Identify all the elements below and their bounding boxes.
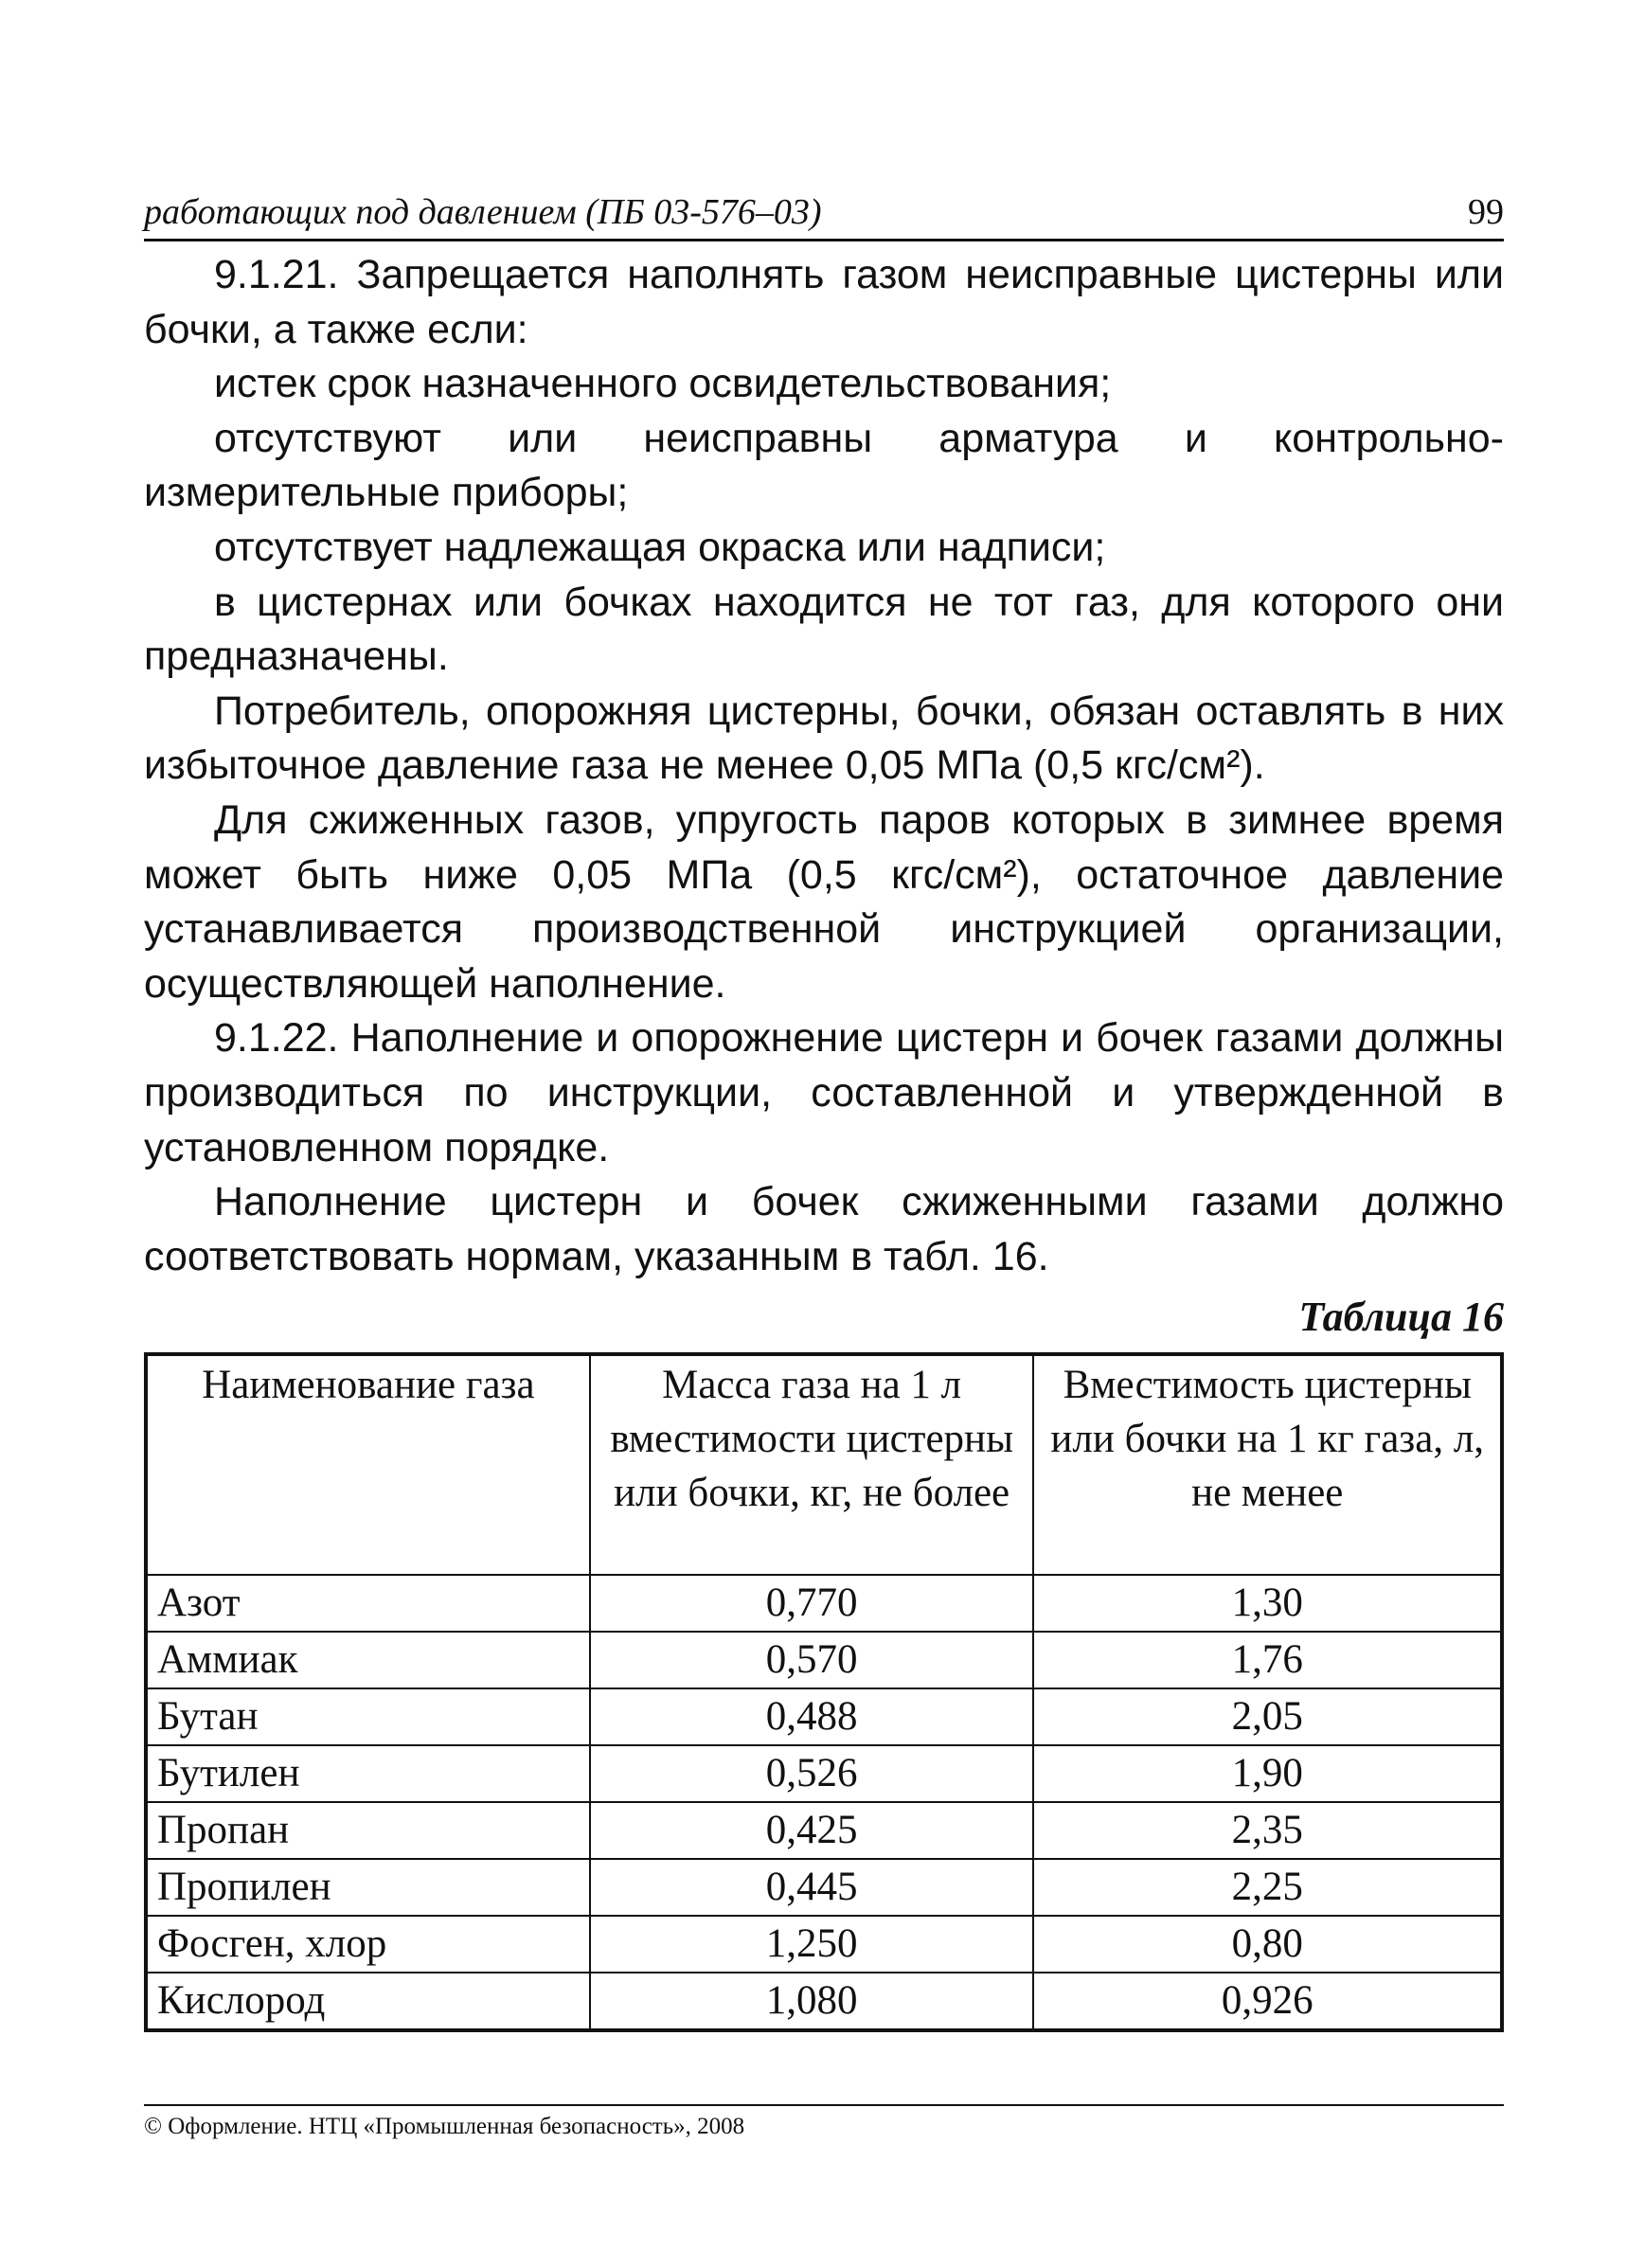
column-header-capacity-per-kg: Вместимость цистерны или бочки на 1 кг газа, л, не менее	[1033, 1354, 1502, 1575]
gas-name-cell: Фосген, хлор	[146, 1916, 590, 1973]
capacity-cell: 1,30	[1033, 1575, 1502, 1632]
capacity-cell: 1,76	[1033, 1632, 1502, 1688]
capacity-cell: 0,926	[1033, 1973, 1502, 2030]
table-caption: Таблица 16	[1298, 1294, 1504, 1340]
gas-name-cell: Пропилен	[146, 1859, 590, 1916]
capacity-cell: 2,05	[1033, 1688, 1502, 1745]
footer-divider	[144, 2104, 1504, 2106]
table-row	[146, 1632, 1502, 1688]
copyright-footer: © Оформление. НТЦ «Промышленная безопасность», 2008	[144, 2114, 745, 2139]
table-row	[146, 1802, 1502, 1859]
paragraph: истек срок назначенного освидетельствования;	[214, 361, 1112, 407]
paragraph: Для сжиженных газов, упругость паров которых в зимнее время может быть ниже 0,05 МПа (0,5 кгс/см²), остаточное давление устанавливается производственной инструкцией организации, осуществляющей наполнение.	[144, 796, 1504, 1007]
mass-cell: 0,770	[590, 1575, 1034, 1632]
mass-cell: 0,445	[590, 1859, 1034, 1916]
body-text	[144, 248, 1504, 1284]
gas-name-cell: Пропан	[146, 1802, 590, 1859]
mass-cell: 0,425	[590, 1802, 1034, 1859]
table-row	[146, 1859, 1502, 1916]
gas-fill-table	[144, 1352, 1504, 2032]
table-row	[146, 1688, 1502, 1745]
table-header-row	[146, 1354, 1502, 1575]
capacity-cell: 2,25	[1033, 1859, 1502, 1916]
paragraph: Потребитель, опорожняя цистерны, бочки, обязан оставлять в них избыточное давление газа не менее 0,05 МПа (0,5 кгс/см²).	[144, 688, 1504, 789]
column-header-mass-per-liter: Масса газа на 1 л вместимости цистерны или бочки, кг, не более	[590, 1354, 1034, 1575]
table-row	[146, 1575, 1502, 1632]
paragraph: отсутствуют или неисправны арматура и контрольно-измерительные приборы;	[144, 415, 1504, 516]
gas-name-cell: Бутилен	[146, 1745, 590, 1802]
page-number: 99	[1468, 192, 1504, 232]
mass-cell: 1,250	[590, 1916, 1034, 1973]
running-title: работающих под давлением (ПБ 03-576–03)	[144, 192, 822, 232]
paragraph: Наполнение цистерн и бочек сжиженными газами должно соответствовать нормам, указанным в табл. 16.	[144, 1179, 1504, 1279]
running-header	[144, 182, 1504, 241]
gas-name-cell: Аммиак	[146, 1632, 590, 1688]
table-row	[146, 1916, 1502, 1973]
table-row	[146, 1973, 1502, 2030]
paragraph: 9.1.21. Запрещается наполнять газом неисправные цистерны или бочки, а также если:	[144, 252, 1504, 352]
table-row	[146, 1745, 1502, 1802]
gas-name-cell: Кислород	[146, 1973, 590, 2030]
paragraph: в цистернах или бочках находится не тот газ, для которого они предназначены.	[144, 579, 1504, 680]
gas-name-cell: Азот	[146, 1575, 590, 1632]
mass-cell: 0,488	[590, 1688, 1034, 1745]
mass-cell: 0,570	[590, 1632, 1034, 1688]
mass-cell: 0,526	[590, 1745, 1034, 1802]
gas-name-cell: Бутан	[146, 1688, 590, 1745]
paragraph: 9.1.22. Наполнение и опорожнение цистерн и бочек газами должны производиться по инструкции, составленной и утвержденной в установленном порядке.	[144, 1015, 1504, 1170]
capacity-cell: 0,80	[1033, 1916, 1502, 1973]
capacity-cell: 1,90	[1033, 1745, 1502, 1802]
column-header-gas-name: Наименование газа	[146, 1354, 590, 1575]
mass-cell: 1,080	[590, 1973, 1034, 2030]
capacity-cell: 2,35	[1033, 1802, 1502, 1859]
paragraph: отсутствует надлежащая окраска или надписи;	[214, 524, 1106, 570]
